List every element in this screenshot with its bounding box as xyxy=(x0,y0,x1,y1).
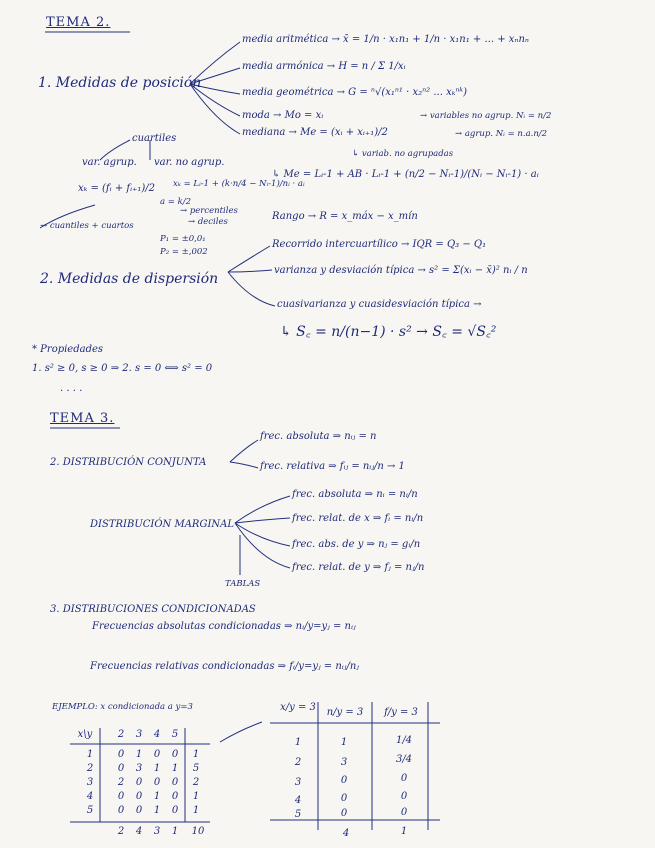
mediana-sub: ↳ variab. no agrupadas xyxy=(352,149,454,159)
table1-corner: x\y xyxy=(77,729,93,740)
marginal-abs-y: frec. abs. de y ⇒ nⱼ = gᵢ/n xyxy=(292,539,421,550)
conjunta-rel: frec. relativa ⇒ fᵢⱼ = nᵢⱼ/n → 1 xyxy=(260,461,405,472)
marginal-rel-y: frec. relat. de y ⇒ fⱼ = nⱼ/n xyxy=(292,562,425,573)
table2-cell: 0 xyxy=(340,793,348,804)
mediana: mediana → Me = (xᵢ + xᵢ₊₁)/2 xyxy=(242,127,388,138)
ejemplo-label: EJEMPLO: x condicionada a y=3 xyxy=(52,702,193,712)
media-geometrica: media geométrica → G = ⁿ√(x₁ⁿ¹ · x₂ⁿ² ... xₖⁿᵏ) xyxy=(242,87,467,98)
cuasi-formula: ↳ S꜀ = n/(n−1) · s² → S꜀ = √S꜀² xyxy=(280,324,497,340)
table1-row-total: 1 xyxy=(192,791,200,802)
me-formula: ↳ Me = Lᵢ-1 + AB · Lᵢ-1 + (n/2 − Nᵢ-1)/(Nᵢ − Nᵢ-1) · aᵢ xyxy=(272,169,539,180)
marginal-rel-x: frec. relat. de x ⇒ fᵢ = nᵢ/n xyxy=(292,513,424,524)
varianza: varianza y desviación típica → s² = Σ(xᵢ − x̄)² nᵢ / n xyxy=(274,265,528,276)
propiedad-1: 1. s² ≥ 0, s ≥ 0 ⇒ 2. s = 0 ⟺ s² = 0 xyxy=(32,363,213,374)
mediana-note: → agrup. Nᵢ = n.a.n/2 xyxy=(455,129,548,139)
table1-cell: 1 xyxy=(171,763,179,774)
table1-header: 4 xyxy=(153,729,161,740)
table2-cell: 0 xyxy=(400,791,408,802)
p-values: P₁ = ±0,0₁ xyxy=(160,234,206,244)
table1-col-total: 4 xyxy=(135,826,143,837)
p-values-2: P₂ = ±,002 xyxy=(160,247,208,257)
table1-col-total: 1 xyxy=(171,826,179,837)
table1-grand-total: 10 xyxy=(191,826,205,837)
xk-formula: xₖ = (fᵢ + fᵢ₊₁)/2 xyxy=(78,183,156,194)
section-posicion: 1. Medidas de posición xyxy=(38,75,202,91)
cuantiles-note: → cuantiles + cuartos xyxy=(40,221,134,231)
a-eq: a = k/2 xyxy=(160,197,192,207)
table2-row-label: 1 xyxy=(294,737,302,748)
table2-label: x/y = 3 xyxy=(280,702,316,713)
table1-row-total: 5 xyxy=(192,763,200,774)
xk-formula-2: xₖ = Lᵢ-1 + (k·n/4 − Nᵢ-1)/nᵢ · aᵢ xyxy=(173,179,305,189)
tablas-label: TABLAS xyxy=(225,579,261,589)
tema3-title: TEMA 3. xyxy=(50,411,115,426)
table1-header: 3 xyxy=(135,729,143,740)
var-no-agrup-label: var. no agrup. xyxy=(154,157,225,168)
table1-header: 5 xyxy=(171,729,179,740)
media-armonica: media armónica → H = n / Σ 1/xᵢ xyxy=(242,61,406,72)
tema2-title: TEMA 2. xyxy=(46,15,111,30)
table2-cell: 0 xyxy=(340,775,348,786)
table1-cell: 0 xyxy=(117,805,125,816)
table1-row-label: 5 xyxy=(86,805,94,816)
rango: Rango → R = x_máx − x_mín xyxy=(272,211,418,222)
table1-cell: 0 xyxy=(135,777,143,788)
table1-cell: 1 xyxy=(153,791,161,802)
deciles-note: → deciles xyxy=(188,217,228,227)
table2-header-n: n/y = 3 xyxy=(326,707,364,718)
table2-row-label: 2 xyxy=(294,757,302,768)
table2-cell: 0 xyxy=(400,807,408,818)
table1-row-total: 1 xyxy=(192,749,200,760)
table1-cell: 2 xyxy=(117,777,125,788)
cuartiles-label: cuartiles xyxy=(132,133,177,144)
table1-cell: 0 xyxy=(117,749,125,760)
table2-header-f: f/y = 3 xyxy=(384,707,418,718)
marginal-abs-x: frec. absoluta ⇒ nᵢ = nᵢ/n xyxy=(292,489,418,500)
table1-header: 2 xyxy=(117,729,125,740)
table1-col-total: 2 xyxy=(117,826,125,837)
table1-row-label: 4 xyxy=(86,791,94,802)
table1-cell: 0 xyxy=(153,749,161,760)
table1-row-label: 1 xyxy=(86,749,94,760)
table1-cell: 0 xyxy=(135,805,143,816)
cond-rel: Frecuencias relativas condicionadas ⇒ fᵢ/y=yⱼ = nᵢⱼ/nⱼ xyxy=(90,661,359,672)
table1-row-total: 2 xyxy=(192,777,200,788)
percentiles-note: → percentiles xyxy=(180,206,238,216)
section-dispersion: 2. Medidas de dispersión xyxy=(40,271,219,287)
table1-row-total: 1 xyxy=(192,805,200,816)
table1-cell: 0 xyxy=(171,805,179,816)
table1-cell: 3 xyxy=(135,763,143,774)
table1-cell: 0 xyxy=(171,749,179,760)
cond-abs: Frecuencias absolutas condicionadas ⇒ nᵢ/y=yⱼ = nᵢⱼ xyxy=(92,621,356,632)
table2-row-label: 5 xyxy=(294,809,302,820)
var-agrup-label: var. agrup. xyxy=(82,157,137,168)
ellipsis: . . . . xyxy=(60,383,83,394)
table2-cell: 3/4 xyxy=(395,754,413,765)
section-conjunta: 2. DISTRIBUCIÓN CONJUNTA xyxy=(50,457,207,468)
media-aritmetica: media aritmética → x̄ = 1/n · x₁n₁ + 1/n · x₁n₁ + ... + xₙnₙ xyxy=(242,34,529,45)
table2-total-f: 1 xyxy=(400,826,408,837)
table1-cell: 0 xyxy=(135,791,143,802)
table2-total-n: 4 xyxy=(342,828,350,839)
table1-cell: 1 xyxy=(153,763,161,774)
table1-cell: 0 xyxy=(153,777,161,788)
moda: moda → Mo = xᵢ xyxy=(242,110,324,121)
table1-row-label: 2 xyxy=(86,763,94,774)
table2-row-label: 3 xyxy=(294,777,302,788)
table1-cell: 0 xyxy=(117,763,125,774)
section-condicionadas: 3. DISTRIBUCIONES CONDICIONADAS xyxy=(50,604,256,615)
ric: Recorrido intercuartílico → IQR = Q₃ − Q₁ xyxy=(272,239,487,250)
table1-cell: 0 xyxy=(171,791,179,802)
table1-cell: 0 xyxy=(171,777,179,788)
table1-cell: 1 xyxy=(135,749,143,760)
table2-cell: 1/4 xyxy=(395,735,413,746)
table1-col-total: 3 xyxy=(153,826,161,837)
conjunta-abs: frec. absoluta ⇒ nᵢⱼ = n xyxy=(260,431,377,442)
table2-cell: 1 xyxy=(340,737,348,748)
section-marginal: DISTRIBUCIÓN MARGINAL xyxy=(90,519,235,530)
table2-cell: 0 xyxy=(340,808,348,819)
table1-cell: 1 xyxy=(153,805,161,816)
table2-cell: 0 xyxy=(400,773,408,784)
table2-row-label: 4 xyxy=(294,795,302,806)
propiedades-heading: * Propiedades xyxy=(32,344,104,355)
table2-cell: 3 xyxy=(340,757,348,768)
table1-cell: 0 xyxy=(117,791,125,802)
table1-row-label: 3 xyxy=(86,777,94,788)
cuasivarianza: cuasivarianza y cuasidesviación típica → xyxy=(277,299,482,310)
moda-note: → variables no agrup. Nᵢ = n/2 xyxy=(420,111,552,121)
